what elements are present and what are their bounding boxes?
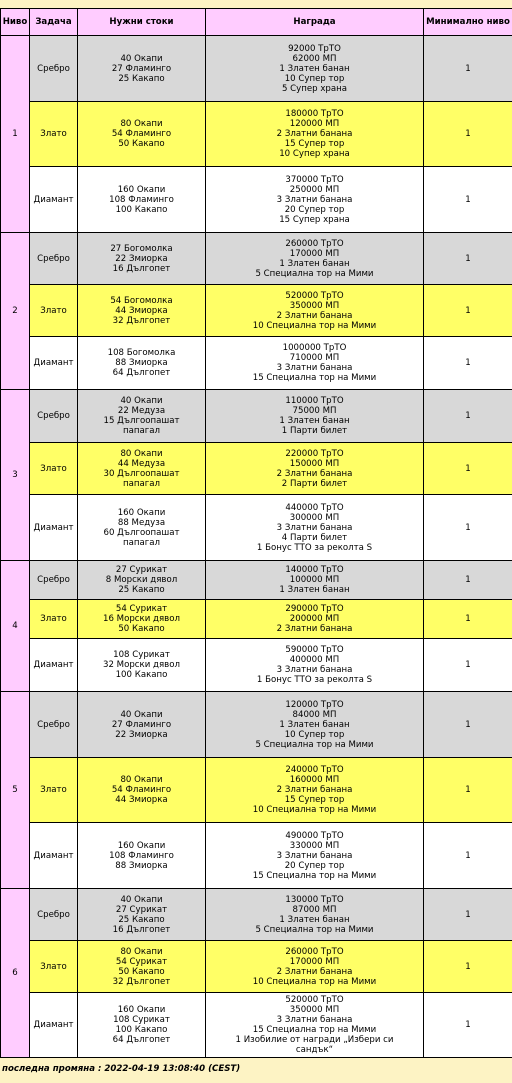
reward-line: 3 Златни банана [276,363,353,373]
level-cell: 4 [1,561,30,692]
needed-goods-line: папагал [122,478,161,489]
reward-line: 3 Златни банана [276,665,353,675]
needed-goods-line: 88 Змиорка [115,860,168,871]
reward-line: 20 Супер тор [284,204,345,215]
reward-cell [206,993,424,1058]
min-level-cell: 1 [424,390,512,443]
min-level-cell: 1 [424,941,512,993]
reward-cell [206,692,424,758]
reward-line: 2 Парти билет [281,478,348,489]
reward-line: 170000 МП [289,956,340,967]
quest-row [1,337,512,390]
reward-line: 75000 МП [292,406,337,416]
quest-row [1,443,512,495]
task-cell: Сребро [30,233,78,285]
reward-line: 2 Златни банана [276,129,353,139]
needed-goods-line: 88 Змиорка [115,358,168,368]
task-cell: Диамант [30,993,78,1058]
reward-line: 100000 МП [289,575,340,585]
needed-goods-line: 160 Окапи [117,184,166,195]
min-level-cell: 1 [424,102,512,167]
needed-goods-line: 88 Медуза [117,517,166,528]
reward-line: 350000 МП [289,300,340,311]
task-cell: Сребро [30,390,78,443]
reward-line: 130000 ТрТО [285,894,344,905]
reward-cell [206,233,424,285]
reward-line: 2 Златни банана [276,785,353,795]
reward-line: 84000 МП [292,709,337,720]
needed-goods-cell [78,337,206,390]
reward-line: 440000 ТрТО [285,502,344,513]
needed-goods-cell [78,758,206,823]
header-needed-goods: Нужни стоки [78,9,206,36]
needed-goods-line: 27 Сурикат [115,565,168,575]
needed-goods-line: 64 Дългопет [112,368,171,378]
min-level-cell: 1 [424,758,512,823]
reward-line: 5 Специална тор на Мими [255,924,374,935]
needed-goods-line: 40 Окапи [120,396,163,406]
reward-cell [206,285,424,337]
quest-row [1,495,512,561]
header-min-level: Минимално ниво [424,9,512,36]
reward-line: 15 Супер храна [279,214,350,225]
reward-cell [206,390,424,443]
quest-table [0,8,512,1058]
reward-cell [206,823,424,889]
reward-line: 2 Златни банана [276,468,353,479]
min-level-cell: 1 [424,561,512,600]
reward-cell [206,495,424,561]
reward-line: 5 Специална тор на Мими [255,268,374,279]
reward-line: 1 Златен банан [279,63,350,74]
reward-line: 15 Специална тор на Мими [252,373,377,383]
reward-line: 62000 МП [292,53,337,64]
header-task: Задача [30,9,78,36]
needed-goods-line: 108 Фламинго [109,850,174,861]
task-cell: Злато [30,600,78,639]
header-reward: Награда [206,9,424,36]
reward-line: 240000 ТрТО [285,765,344,775]
quest-row [1,941,512,993]
task-cell: Злато [30,285,78,337]
min-level-cell: 1 [424,600,512,639]
quest-row [1,993,512,1058]
task-cell: Сребро [30,889,78,941]
level-cell: 3 [1,390,30,561]
task-cell: Сребро [30,692,78,758]
quest-row [1,639,512,692]
min-level-cell: 1 [424,993,512,1058]
reward-line: 520000 ТрТО [285,290,344,301]
task-cell: Диамант [30,639,78,692]
reward-line: 330000 МП [289,840,340,851]
reward-line: 15 Специална тор на Мими [252,1025,377,1035]
reward-cell [206,36,424,102]
min-level-cell: 1 [424,167,512,233]
task-cell: Диамант [30,495,78,561]
reward-line: 1 Златен банан [279,719,350,730]
reward-line: 3 Златни банана [276,522,353,533]
reward-line: 1 Златен банан [279,914,350,925]
reward-line: 1 Златен банан [279,416,350,426]
needed-goods-cell [78,102,206,167]
needed-goods-line: папагал [122,426,161,436]
reward-line: 110000 ТрТО [285,396,344,406]
needed-goods-cell [78,993,206,1058]
task-cell: Злато [30,443,78,495]
needed-goods-line: 16 Дългопет [112,263,171,274]
min-level-cell: 1 [424,443,512,495]
min-level-cell: 1 [424,495,512,561]
reward-line: 10 Специална тор на Мими [252,805,377,815]
needed-goods-line: 22 Змиорка [115,253,168,264]
reward-line: 15 Специална тор на Мими [252,870,377,881]
needed-goods-line: 27 Сурикат [115,904,168,915]
reward-line: 520000 ТрТО [285,995,344,1005]
min-level-cell: 1 [424,36,512,102]
reward-line: 160000 МП [289,775,340,785]
quest-row [1,36,512,102]
needed-goods-line: 16 Дългопет [112,924,171,935]
reward-line: 1 Бонус ТТО за реколта S [256,542,373,553]
quest-row [1,889,512,941]
needed-goods-line: 50 Какапо [118,139,165,149]
reward-cell [206,167,424,233]
last-modified: последна промяна : 2022-04-19 13:08:40 (CEST) [2,1064,241,1074]
needed-goods-line: 64 Дългопет [112,1035,171,1045]
needed-goods-line: 44 Змиорка [115,305,168,316]
reward-cell [206,443,424,495]
reward-line: 260000 ТрТО [285,946,344,957]
reward-line: 4 Парти билет [281,532,348,543]
needed-goods-line: 60 Дългоопашат [103,527,180,538]
reward-line: 1 Изобилие от награди „Избери си [235,1035,394,1045]
needed-goods-cell [78,823,206,889]
reward-line: 10 Специална тор на Мими [252,976,377,987]
reward-line: 3 Златни банана [276,194,353,205]
reward-line: 87000 МП [292,904,337,915]
reward-line: 10 Супер тор [284,73,345,84]
reward-line: 710000 МП [289,353,340,363]
needed-goods-cell [78,941,206,993]
reward-line: 5 Супер храна [281,83,348,94]
quest-table-body [1,36,512,1058]
needed-goods-line: 80 Окапи [120,119,163,129]
needed-goods-line: 160 Окапи [117,507,166,518]
quest-row [1,692,512,758]
header-row [1,9,512,36]
min-level-cell: 1 [424,337,512,390]
needed-goods-line: 25 Какапо [118,914,165,925]
min-level-cell: 1 [424,233,512,285]
reward-line: 10 Супер храна [279,149,350,159]
needed-goods-cell [78,692,206,758]
needed-goods-line: 27 Богомолка [110,243,173,254]
reward-cell [206,758,424,823]
task-cell: Диамант [30,823,78,889]
needed-goods-line: 108 Фламинго [109,194,174,205]
min-level-cell: 1 [424,639,512,692]
quest-row [1,167,512,233]
needed-goods-line: 80 Окапи [120,775,163,785]
needed-goods-line: 40 Окапи [120,894,163,905]
reward-line: 10 Супер тор [284,729,345,740]
quest-row [1,102,512,167]
reward-line: 150000 МП [289,458,340,469]
reward-line: сандък“ [295,1045,334,1055]
needed-goods-line: 54 Богомолка [110,295,173,306]
needed-goods-line: 100 Какапо [115,670,168,680]
reward-line: 400000 МП [289,655,340,665]
level-cell: 1 [1,36,30,233]
reward-cell [206,337,424,390]
reward-cell [206,639,424,692]
reward-cell [206,889,424,941]
reward-line: 260000 ТрТО [285,238,344,249]
quest-row [1,285,512,337]
min-level-cell: 1 [424,889,512,941]
needed-goods-cell [78,561,206,600]
needed-goods-cell [78,233,206,285]
task-cell: Диамант [30,167,78,233]
reward-line: 200000 МП [289,614,340,624]
needed-goods-line: 15 Дългоопашат [103,416,180,426]
reward-line: 140000 ТрТО [285,565,344,575]
task-cell: Сребро [30,36,78,102]
reward-line: 370000 ТрТО [285,174,344,185]
needed-goods-cell [78,495,206,561]
needed-goods-line: 40 Окапи [120,53,163,64]
needed-goods-cell [78,600,206,639]
reward-line: 250000 МП [289,184,340,195]
needed-goods-line: 108 Сурикат [113,650,170,660]
reward-line: 92000 ТрТО [288,43,341,54]
quest-row [1,561,512,600]
task-cell: Злато [30,102,78,167]
task-cell: Сребро [30,561,78,600]
needed-goods-cell [78,285,206,337]
needed-goods-line: 160 Окапи [117,1005,166,1015]
needed-goods-line: папагал [122,537,161,548]
needed-goods-line: 54 Фламинго [111,129,172,139]
reward-line: 1 Бонус ТТО за реколта S [256,675,373,685]
needed-goods-cell [78,443,206,495]
needed-goods-line: 16 Морски дявол [103,614,180,624]
quest-row [1,758,512,823]
needed-goods-line: 54 Фламинго [111,785,172,795]
level-cell: 2 [1,233,30,390]
reward-line: 15 Супер тор [284,139,345,149]
needed-goods-line: 25 Какапо [118,73,165,84]
needed-goods-line: 22 Медуза [117,406,166,416]
reward-line: 490000 ТрТО [285,830,344,841]
needed-goods-line: 80 Окапи [120,448,163,459]
task-cell: Диамант [30,337,78,390]
min-level-cell: 1 [424,823,512,889]
needed-goods-line: 160 Окапи [117,840,166,851]
needed-goods-cell [78,889,206,941]
quest-row [1,600,512,639]
level-cell: 6 [1,889,30,1058]
needed-goods-line: 44 Медуза [117,458,166,469]
needed-goods-line: 8 Морски дявол [105,575,178,585]
reward-line: 220000 ТрТО [285,448,344,459]
needed-goods-line: 44 Змиорка [115,795,168,805]
reward-line: 180000 ТрТО [285,109,344,119]
reward-line: 3 Златни банана [276,850,353,861]
needed-goods-cell [78,390,206,443]
needed-goods-line: 40 Окапи [120,709,163,720]
reward-line: 120000 МП [289,119,340,129]
reward-cell [206,561,424,600]
needed-goods-line: 25 Какапо [118,585,165,595]
needed-goods-line: 32 Дългопет [112,976,171,987]
needed-goods-line: 50 Какапо [118,624,165,634]
reward-line: 10 Специална тор на Мими [252,320,377,331]
task-cell: Злато [30,758,78,823]
header-level: Ниво [1,9,30,36]
needed-goods-line: 27 Фламинго [111,719,172,730]
needed-goods-cell [78,639,206,692]
reward-line: 1000000 ТрТО [282,343,347,353]
needed-goods-line: 27 Фламинго [111,63,172,74]
quest-row [1,233,512,285]
min-level-cell: 1 [424,692,512,758]
needed-goods-line: 32 Морски дявол [103,660,180,670]
reward-line: 1 Парти билет [281,426,348,436]
reward-line: 1 Златен банан [279,585,350,595]
reward-line: 2 Златни банана [276,310,353,321]
min-level-cell: 1 [424,285,512,337]
needed-goods-line: 108 Сурикат [113,1015,170,1025]
reward-line: 15 Супер тор [284,795,345,805]
needed-goods-cell [78,167,206,233]
reward-cell [206,941,424,993]
needed-goods-line: 50 Какапо [118,966,165,977]
reward-cell [206,600,424,639]
reward-line: 120000 ТрТО [285,699,344,710]
needed-goods-line: 108 Богомолка [107,348,176,358]
quest-row [1,390,512,443]
reward-line: 1 Златен банан [279,258,350,269]
needed-goods-line: 54 Сурикат [115,956,168,967]
reward-line: 590000 ТрТО [285,645,344,655]
reward-line: 290000 ТрТО [285,604,344,614]
level-cell: 5 [1,692,30,889]
reward-line: 350000 МП [289,1005,340,1015]
reward-line: 2 Златни банана [276,624,353,634]
task-cell: Злато [30,941,78,993]
needed-goods-line: 54 Сурикат [115,604,168,614]
reward-line: 5 Специална тор на Мими [255,739,374,750]
needed-goods-line: 30 Дългоопашат [103,468,180,479]
reward-line: 300000 МП [289,512,340,523]
needed-goods-line: 100 Какапо [115,204,168,215]
reward-line: 2 Златни банана [276,966,353,977]
needed-goods-line: 22 Змиорка [115,729,168,740]
reward-line: 20 Супер тор [284,860,345,871]
needed-goods-line: 80 Окапи [120,946,163,957]
quest-row [1,823,512,889]
needed-goods-line: 32 Дългопет [112,315,171,326]
needed-goods-line: 100 Какапо [115,1025,168,1035]
reward-cell [206,102,424,167]
reward-line: 3 Златни банана [276,1015,353,1025]
needed-goods-cell [78,36,206,102]
reward-line: 170000 МП [289,248,340,259]
